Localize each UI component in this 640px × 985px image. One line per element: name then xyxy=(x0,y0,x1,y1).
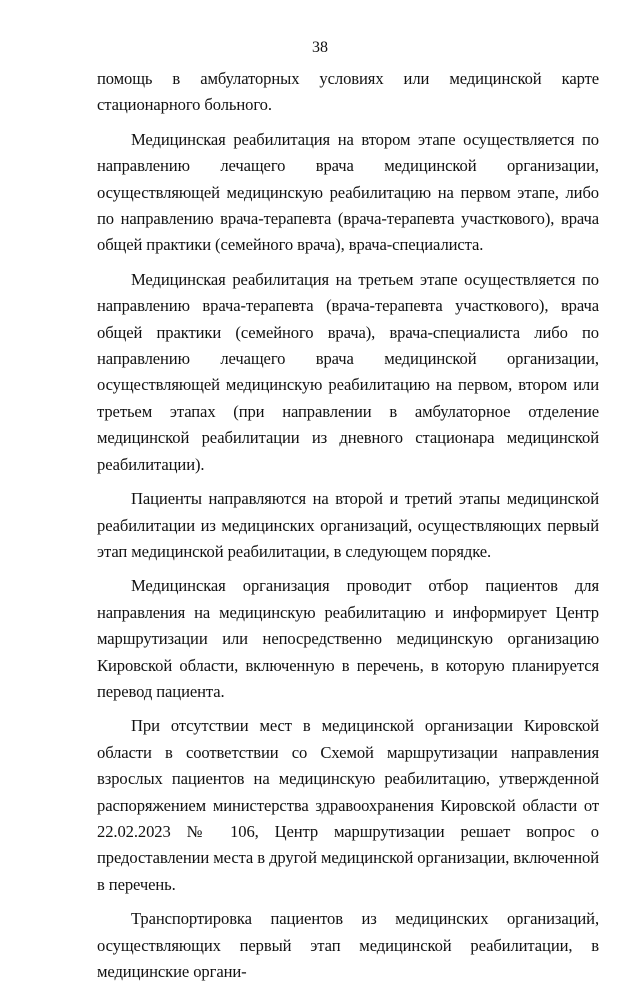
document-body xyxy=(97,66,599,985)
paragraph-second-stage: Медицинская реабилитация на втором этапе осуществляется по направлению лечащего врача медицинской организации, осуществляющей медицинскую реабилитацию на первом этапе, либо по направлению врача-терапевта (врача-терапевта участкового), врача общей практики (семейного врача), врача-специалиста. xyxy=(97,129,599,255)
paragraph-routing-center: При отсутствии мест в медицинской организации Кировской области в соответствии со Схемой маршрутизации направления взрослых пациентов на медицинскую реабилитацию, утвержденной распоряжением министерства здравоохранения Кировской области от 22.02.2023 № 106, Центр маршрутизации решает вопрос о предоставлении места в другой медицинской организации, включенной в перечень. xyxy=(97,716,599,894)
paragraph-third-stage: Медицинская реабилитация на третьем этапе осуществляется по направлению врача-терапевта (врача-терапевта участкового), врача общей практики (семейного врача), врача-специалиста либо по направлению лечащего врача медицинской организации, осуществляющей медицинскую реабилитацию на первом, втором или третьем этапах (при направлении в амбулаторное отделение медицинской реабилитации из дневного стационара медицинской реабилитации). xyxy=(97,269,599,474)
paragraph-patient-selection: Медицинская организация проводит отбор пациентов для направления на медицинскую реабилитацию и информирует Центр маршрутизации или непосредственно медицинскую организацию Кировской области, включенную в перечень, в которую планируется перевод пациента. xyxy=(97,576,599,701)
page-number: 38 xyxy=(312,39,328,56)
paragraph-referral-order: Пациенты направляются на второй и третий этапы медицинской реабилитации из медицинских организаций, осуществляющих первый этап медицинской реабилитации, в следующем порядке. xyxy=(97,489,599,561)
paragraph-transportation: Транспортировка пациентов из медицинских организаций, осуществляющих первый этап медицинской реабилитации, в медицинские органи- xyxy=(97,909,599,981)
paragraph-continuation: помощь в амбулаторных условиях или медицинской карте стационарного больного. xyxy=(97,69,599,115)
